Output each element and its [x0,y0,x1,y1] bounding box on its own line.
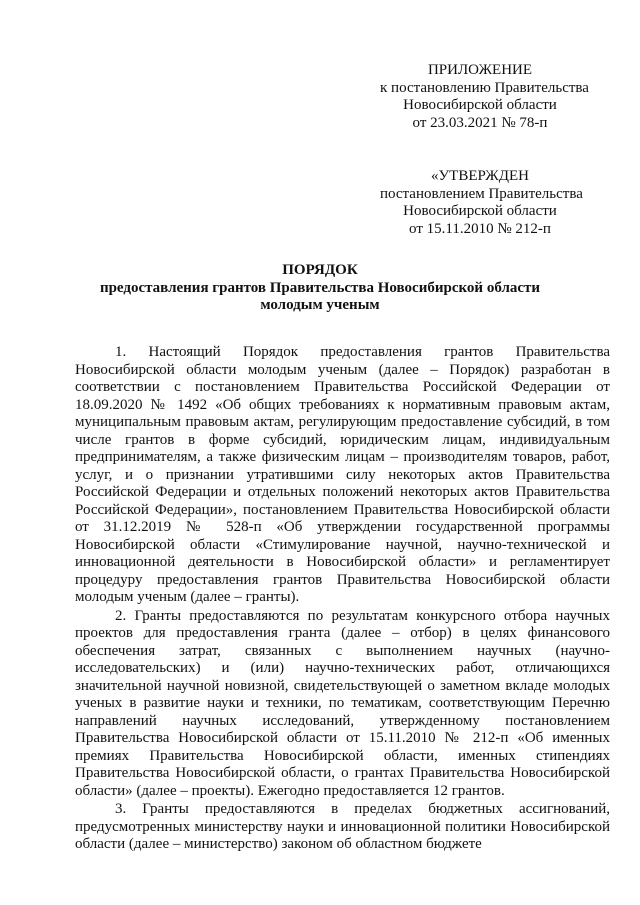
approved-decree-ref: постановлением Правительства [380,185,583,202]
appendix-region: Новосибирской области [403,97,557,113]
appendix-header [380,62,589,132]
appendix-date-number: от 23.03.2021 № 78-п [412,114,548,131]
title-heading: ПОРЯДОК [282,262,358,278]
approved-label: «УТВЕРЖДЕН [431,168,529,184]
document-title [0,262,640,315]
paragraph-3: 3. Гранты предоставляются в пределах бюджетных ассигнований, предусмотренных министерству науки и инновационной политики Новосибирской области (далее – министерство) законом об областном бюджете [75,801,610,852]
approved-region: Новосибирской области [403,203,557,219]
approved-date-number: от 15.11.2010 № 212-п [409,220,551,237]
title-subject: предоставления грантов Правительства Новосибирской области [99,279,541,296]
document-body [75,344,610,855]
approved-header [380,168,583,238]
title-audience: молодым ученым [260,297,380,313]
appendix-decree-ref: к постановлению Правительства [380,79,589,96]
paragraph-1: 1. Настоящий Порядок предоставления грантов Правительства Новосибирской области молодым ученым (далее – Порядок) разработан в соответствии с постановлением Правительства Российской Федерации от 18.09.2020 № 1492 «Об общих требованиях к нормативным правовым актам, муниципальным правовым актам, регулирующим предоставление субсидий, в том числе грантов в форме субсидий, юридическим лицам, индивидуальным предпринимателям, а также физическим лицам – производителям товаров, работ, услуг, и о признании утратившими силу некоторых актов Правительства Российской Федерации и отдельных положений некоторых актов Правительства Российской Федерации», постановлением Правительства Новосибирской области от 31.12.2019 № 528-п «Об утверждении государственной программы Новосибирской области «Стимулирование научной, научно-технической и инновационной деятельности в Новосибирской области» и регламентирует процедуру предоставления грантов Правительства Новосибирской области молодым ученым (далее – гранты). [75,344,610,605]
appendix-label: ПРИЛОЖЕНИЕ [427,62,533,78]
paragraph-2: 2. Гранты предоставляются по результатам конкурсного отбора научных проектов для предоставления гранта (далее – отбор) в целях финансового обеспечения затрат, связанных с выполнением научных (научно-исследовательских) и (или) научно-технических работ, отличающихся значительной научной новизной, свидетельствующей о заметном вкладе молодых ученых в развитие науки и техники, по тематикам, соответствующим Перечню направлений научных исследований, утвержденному постановлением Правительства Новосибирской области от 15.11.2010 № 212-п «Об именных премиях Правительства Новосибирской области, именных стипендиях Правительства Новосибирской области, о грантах Правительства Новосибирской области» (далее – проекты). Ежегодно предоставляется 12 грантов. [75,607,610,799]
